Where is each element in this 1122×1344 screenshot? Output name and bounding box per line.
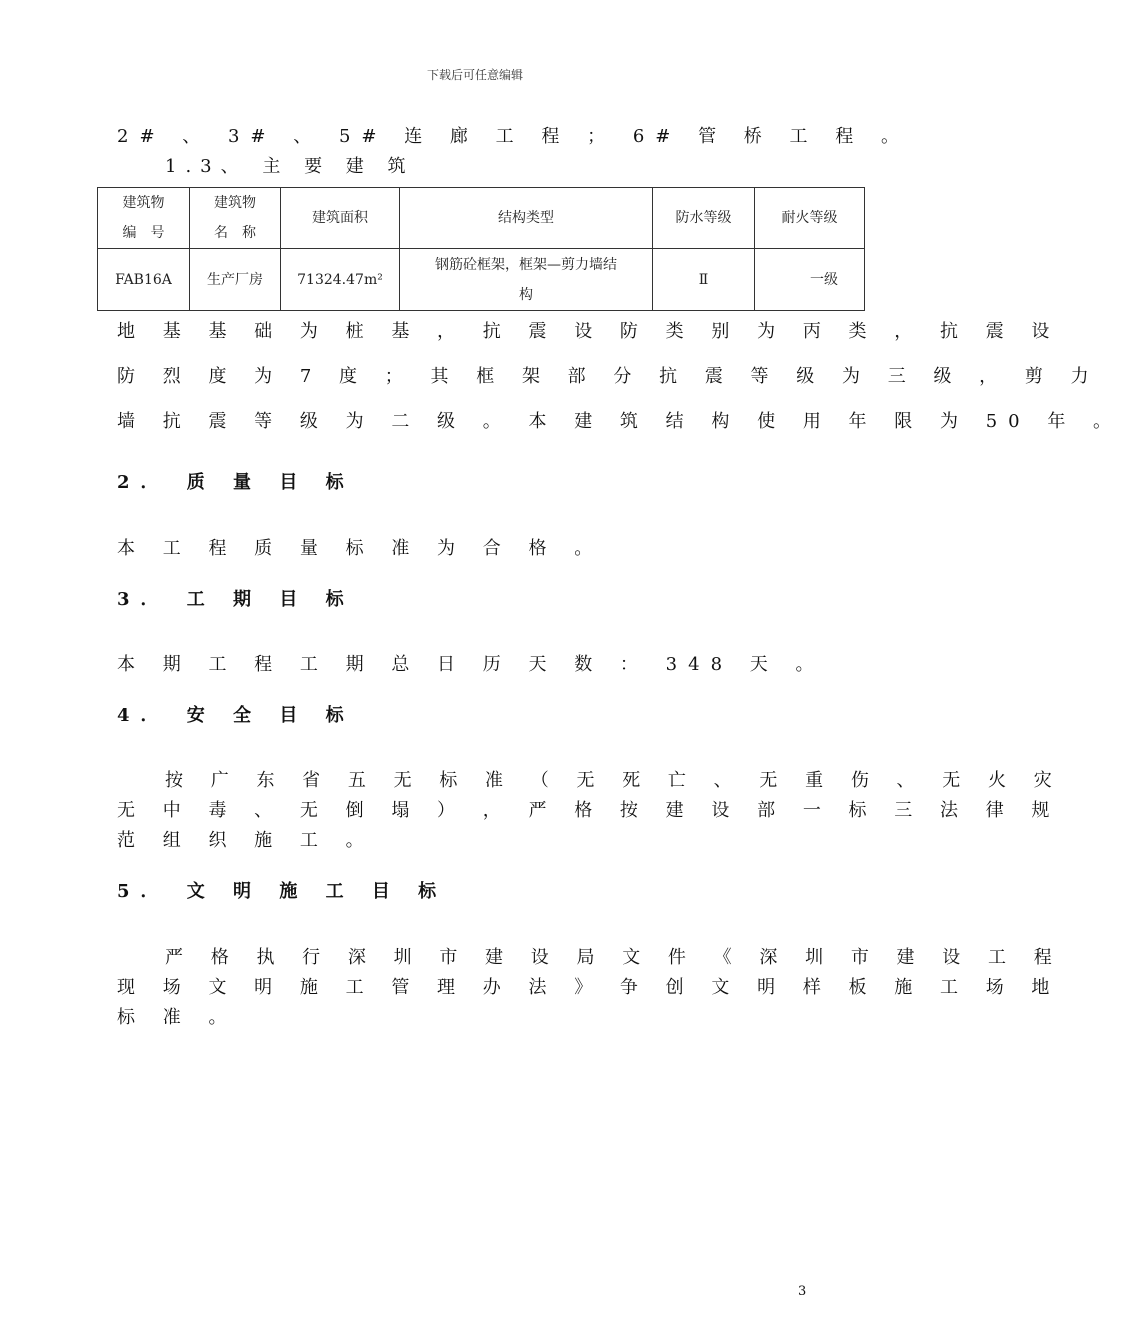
header-code: [98, 188, 190, 249]
paragraph-line: 地 基 基 础 为 桩 基 ， 抗 震 设 防 类 别 为 丙 类 ， 抗 震 设: [117, 321, 1061, 342]
header-fire: 耐火等级: [755, 188, 865, 249]
intro-line: 2# 、 3# 、 5# 连 廊 工 程 ； 6# 管 桥 工 程 。: [117, 126, 910, 147]
header-name: [190, 188, 281, 249]
cell-structure: [400, 249, 653, 311]
header-code-l2: 编 号: [122, 225, 165, 241]
cell-fire: 一级: [755, 249, 865, 311]
section-4-line: 无 中 毒 、 无 倒 塌 ） ， 严 格 按 建 设 部 一 标 三 法 律 规: [117, 800, 1061, 821]
section-4-line: 按 广 东 省 五 无 标 准 （ 无 死 亡 、 无 重 伤 、 无 火 灾: [165, 770, 1063, 791]
cell-structure-l2: 构: [519, 286, 533, 303]
section-3-text: 本 期 工 程 工 期 总 日 历 天 数 ： 348 天 。: [117, 654, 825, 675]
section-5-line: 标 准 。: [117, 1007, 238, 1028]
page-number: 3: [798, 1284, 807, 1299]
table-header-row: [98, 188, 865, 249]
table-row: [98, 249, 865, 311]
section-4-heading: 4． 安 全 目 标: [117, 705, 355, 726]
building-table: [97, 187, 865, 311]
header-area: 建筑面积: [281, 188, 400, 249]
section-5-heading: 5． 文 明 施 工 目 标: [117, 881, 448, 902]
section-1-3-heading: 1.3、 主 要 建 筑: [165, 156, 415, 177]
cell-code: FAB16A: [98, 249, 190, 311]
header-name-l2: 名 称: [214, 225, 256, 241]
section-2-text: 本 工 程 质 量 标 准 为 合 格 。: [117, 538, 604, 559]
section-5-line: 现 场 文 明 施 工 管 理 办 法 》 争 创 文 明 样 板 施 工 场 地: [117, 977, 1061, 998]
section-5-line: 严 格 执 行 深 圳 市 建 设 局 文 件 《 深 圳 市 建 设 工 程: [165, 947, 1063, 968]
paragraph-line: 墙 抗 震 等 级 为 二 级 。 本 建 筑 结 构 使 用 年 限 为 50 年 。: [117, 411, 1122, 432]
header-waterproof: 防水等级: [653, 188, 755, 249]
header-structure: 结构类型: [400, 188, 653, 249]
header-name-l1: 建筑物: [214, 195, 256, 211]
section-2-heading: 2． 质 量 目 标: [117, 472, 355, 493]
section-4-line: 范 组 织 施 工 。: [117, 830, 375, 851]
page-header: 下载后可任意编辑: [426, 68, 523, 82]
cell-waterproof: Ⅱ: [653, 249, 755, 311]
section-3-heading: 3． 工 期 目 标: [117, 589, 355, 610]
paragraph-line: 防 烈 度 为 7 度 ； 其 框 架 部 分 抗 震 等 级 为 三 级 ， 剪 力: [117, 366, 1100, 387]
cell-structure-l1: 钢筋砼框架，框架—剪力墙结: [435, 256, 617, 273]
cell-name: 生产厂房: [190, 249, 281, 311]
cell-area: 71324.47m²: [281, 249, 400, 311]
header-code-l1: 建筑物: [122, 195, 165, 211]
